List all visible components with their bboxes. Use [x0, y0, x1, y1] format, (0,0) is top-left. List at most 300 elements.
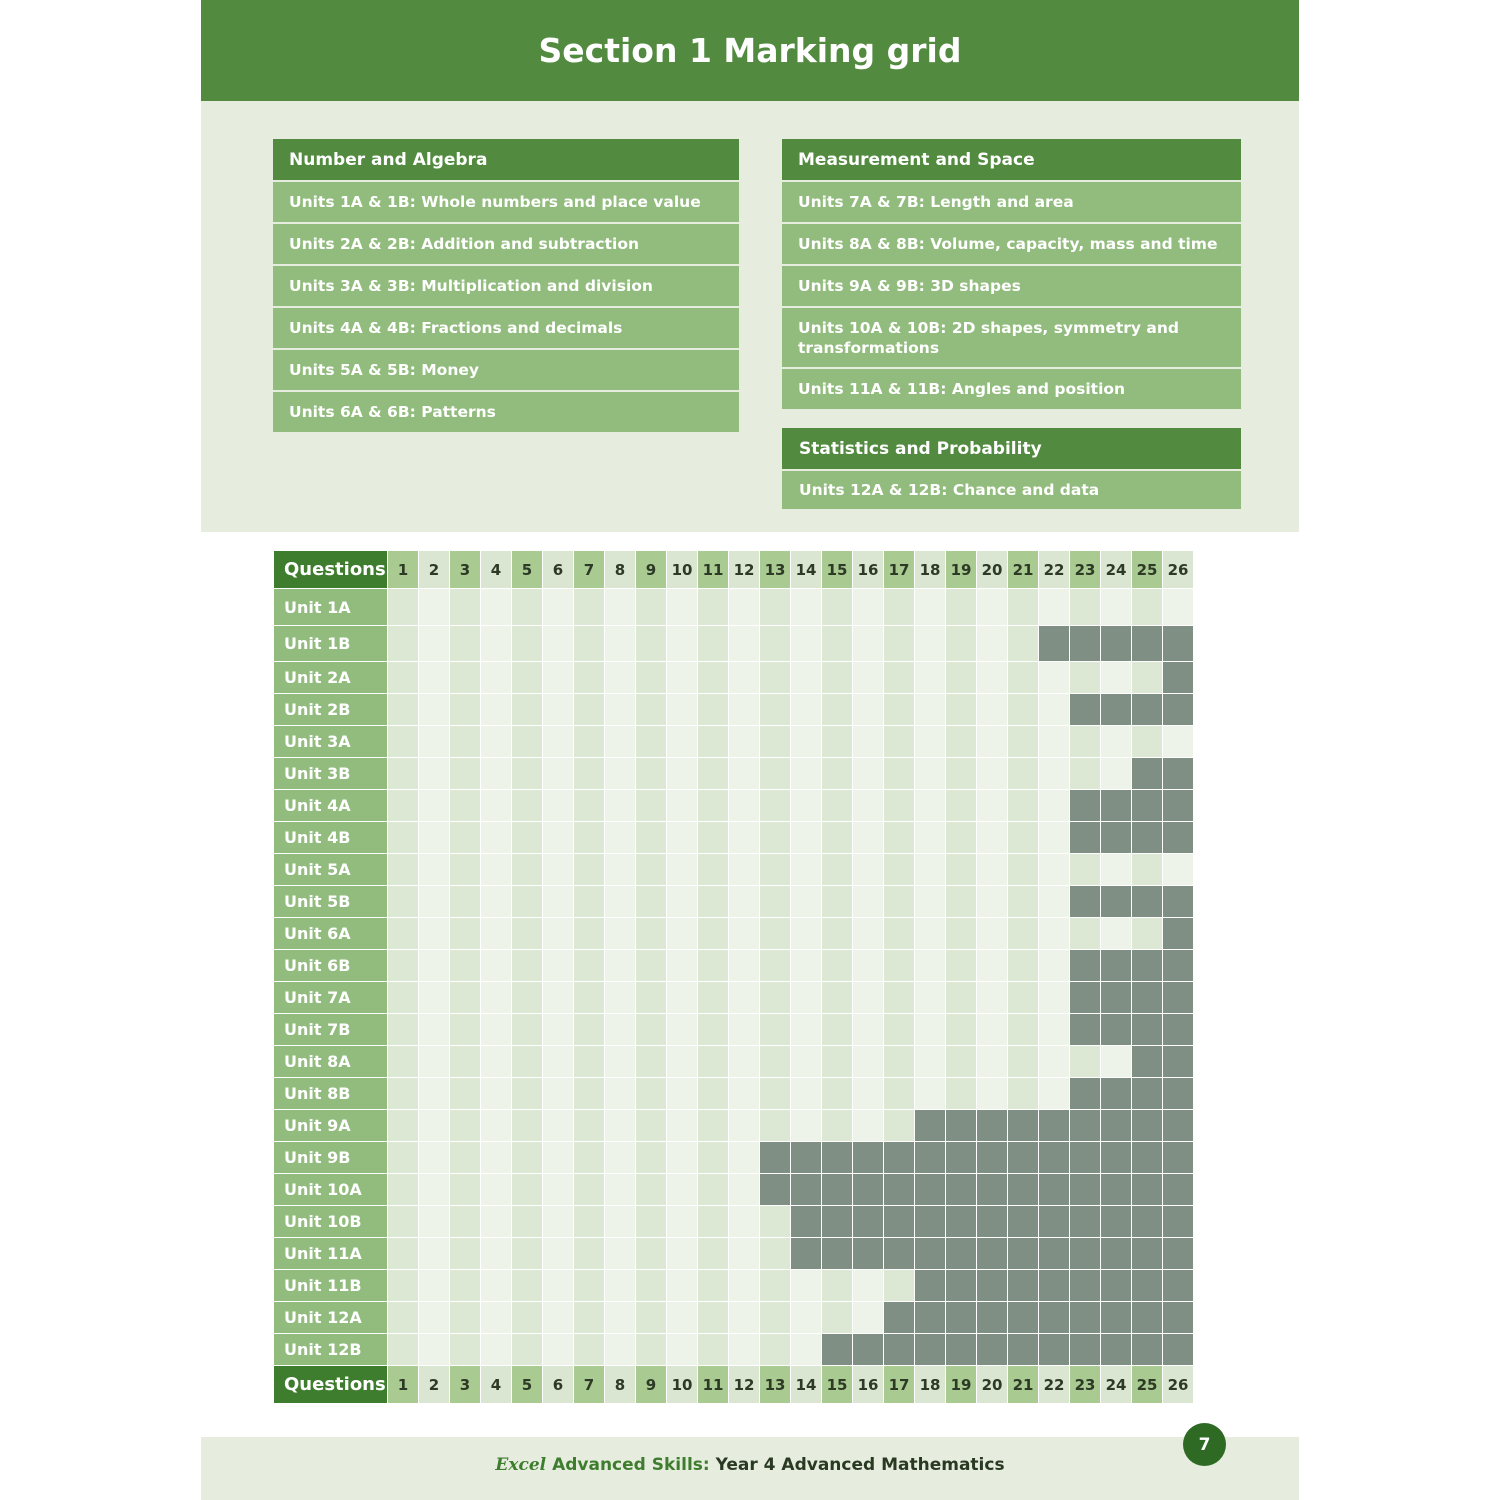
answer-cell[interactable] [388, 918, 419, 950]
answer-cell[interactable] [1163, 854, 1194, 886]
answer-cell[interactable] [636, 886, 667, 918]
answer-cell[interactable] [512, 1238, 543, 1270]
answer-cell[interactable] [481, 1014, 512, 1046]
answer-cell[interactable] [481, 982, 512, 1014]
answer-cell[interactable] [1070, 662, 1101, 694]
answer-cell[interactable] [667, 1110, 698, 1142]
answer-cell[interactable] [481, 662, 512, 694]
answer-cell[interactable] [915, 790, 946, 822]
answer-cell[interactable] [605, 589, 636, 626]
answer-cell[interactable] [853, 1014, 884, 1046]
answer-cell[interactable] [977, 790, 1008, 822]
answer-cell[interactable] [822, 950, 853, 982]
answer-cell[interactable] [698, 1110, 729, 1142]
answer-cell[interactable] [574, 1238, 605, 1270]
answer-cell[interactable] [388, 758, 419, 790]
answer-cell[interactable] [419, 1334, 450, 1366]
answer-cell[interactable] [915, 662, 946, 694]
answer-cell[interactable] [1132, 854, 1163, 886]
answer-cell[interactable] [481, 918, 512, 950]
answer-cell[interactable] [915, 1046, 946, 1078]
answer-cell[interactable] [667, 1046, 698, 1078]
answer-cell[interactable] [388, 1142, 419, 1174]
answer-cell[interactable] [388, 1014, 419, 1046]
answer-cell[interactable] [760, 726, 791, 758]
answer-cell[interactable] [1039, 1014, 1070, 1046]
answer-cell[interactable] [884, 1270, 915, 1302]
answer-cell[interactable] [698, 982, 729, 1014]
answer-cell[interactable] [574, 589, 605, 626]
answer-cell[interactable] [760, 1014, 791, 1046]
answer-cell[interactable] [698, 918, 729, 950]
answer-cell[interactable] [760, 950, 791, 982]
answer-cell[interactable] [791, 694, 822, 726]
answer-cell[interactable] [977, 726, 1008, 758]
answer-cell[interactable] [543, 1270, 574, 1302]
answer-cell[interactable] [1070, 726, 1101, 758]
answer-cell[interactable] [512, 589, 543, 626]
answer-cell[interactable] [419, 1270, 450, 1302]
answer-cell[interactable] [543, 1110, 574, 1142]
answer-cell[interactable] [605, 886, 636, 918]
answer-cell[interactable] [419, 1302, 450, 1334]
answer-cell[interactable] [543, 1334, 574, 1366]
answer-cell[interactable] [1039, 790, 1070, 822]
answer-cell[interactable] [574, 626, 605, 662]
answer-cell[interactable] [543, 822, 574, 854]
answer-cell[interactable] [605, 1078, 636, 1110]
answer-cell[interactable] [791, 1302, 822, 1334]
answer-cell[interactable] [512, 1014, 543, 1046]
answer-cell[interactable] [636, 1334, 667, 1366]
answer-cell[interactable] [388, 1206, 419, 1238]
answer-cell[interactable] [853, 758, 884, 790]
answer-cell[interactable] [729, 1078, 760, 1110]
answer-cell[interactable] [915, 1078, 946, 1110]
answer-cell[interactable] [450, 694, 481, 726]
answer-cell[interactable] [388, 822, 419, 854]
answer-cell[interactable] [574, 1334, 605, 1366]
answer-cell[interactable] [605, 1238, 636, 1270]
answer-cell[interactable] [791, 950, 822, 982]
answer-cell[interactable] [543, 1238, 574, 1270]
answer-cell[interactable] [574, 1046, 605, 1078]
answer-cell[interactable] [636, 1110, 667, 1142]
answer-cell[interactable] [915, 886, 946, 918]
answer-cell[interactable] [512, 1270, 543, 1302]
answer-cell[interactable] [543, 950, 574, 982]
answer-cell[interactable] [1039, 822, 1070, 854]
answer-cell[interactable] [822, 662, 853, 694]
answer-cell[interactable] [729, 886, 760, 918]
answer-cell[interactable] [791, 822, 822, 854]
answer-cell[interactable] [667, 662, 698, 694]
answer-cell[interactable] [760, 758, 791, 790]
answer-cell[interactable] [450, 854, 481, 886]
answer-cell[interactable] [419, 886, 450, 918]
answer-cell[interactable] [543, 790, 574, 822]
answer-cell[interactable] [574, 1206, 605, 1238]
answer-cell[interactable] [636, 982, 667, 1014]
answer-cell[interactable] [574, 886, 605, 918]
answer-cell[interactable] [822, 982, 853, 1014]
answer-cell[interactable] [791, 886, 822, 918]
answer-cell[interactable] [1008, 626, 1039, 662]
answer-cell[interactable] [884, 626, 915, 662]
answer-cell[interactable] [512, 854, 543, 886]
answer-cell[interactable] [853, 589, 884, 626]
answer-cell[interactable] [729, 1014, 760, 1046]
answer-cell[interactable] [512, 1334, 543, 1366]
answer-cell[interactable] [450, 1302, 481, 1334]
answer-cell[interactable] [481, 790, 512, 822]
answer-cell[interactable] [1070, 758, 1101, 790]
answer-cell[interactable] [1039, 1046, 1070, 1078]
answer-cell[interactable] [450, 1334, 481, 1366]
answer-cell[interactable] [760, 589, 791, 626]
answer-cell[interactable] [729, 1334, 760, 1366]
answer-cell[interactable] [1163, 589, 1194, 626]
answer-cell[interactable] [636, 662, 667, 694]
answer-cell[interactable] [791, 918, 822, 950]
answer-cell[interactable] [946, 950, 977, 982]
answer-cell[interactable] [946, 822, 977, 854]
answer-cell[interactable] [512, 950, 543, 982]
answer-cell[interactable] [977, 626, 1008, 662]
answer-cell[interactable] [574, 822, 605, 854]
answer-cell[interactable] [450, 918, 481, 950]
answer-cell[interactable] [760, 1270, 791, 1302]
answer-cell[interactable] [543, 854, 574, 886]
answer-cell[interactable] [543, 589, 574, 626]
answer-cell[interactable] [543, 1302, 574, 1334]
answer-cell[interactable] [1101, 589, 1132, 626]
answer-cell[interactable] [1101, 726, 1132, 758]
answer-cell[interactable] [946, 726, 977, 758]
answer-cell[interactable] [1039, 694, 1070, 726]
answer-cell[interactable] [512, 1206, 543, 1238]
answer-cell[interactable] [1008, 886, 1039, 918]
answer-cell[interactable] [915, 626, 946, 662]
answer-cell[interactable] [1008, 694, 1039, 726]
answer-cell[interactable] [574, 982, 605, 1014]
answer-cell[interactable] [946, 694, 977, 726]
answer-cell[interactable] [636, 1238, 667, 1270]
answer-cell[interactable] [450, 726, 481, 758]
answer-cell[interactable] [388, 626, 419, 662]
answer-cell[interactable] [1008, 918, 1039, 950]
answer-cell[interactable] [667, 1238, 698, 1270]
answer-cell[interactable] [450, 1110, 481, 1142]
answer-cell[interactable] [543, 1014, 574, 1046]
answer-cell[interactable] [636, 1046, 667, 1078]
answer-cell[interactable] [636, 1206, 667, 1238]
answer-cell[interactable] [512, 1110, 543, 1142]
answer-cell[interactable] [450, 589, 481, 626]
answer-cell[interactable] [698, 1238, 729, 1270]
answer-cell[interactable] [419, 822, 450, 854]
answer-cell[interactable] [450, 1238, 481, 1270]
answer-cell[interactable] [481, 950, 512, 982]
answer-cell[interactable] [574, 758, 605, 790]
answer-cell[interactable] [791, 1046, 822, 1078]
answer-cell[interactable] [481, 1238, 512, 1270]
answer-cell[interactable] [512, 1078, 543, 1110]
answer-cell[interactable] [419, 694, 450, 726]
answer-cell[interactable] [450, 1206, 481, 1238]
answer-cell[interactable] [574, 1014, 605, 1046]
answer-cell[interactable] [884, 790, 915, 822]
answer-cell[interactable] [512, 758, 543, 790]
answer-cell[interactable] [1008, 1078, 1039, 1110]
answer-cell[interactable] [1008, 662, 1039, 694]
answer-cell[interactable] [915, 726, 946, 758]
answer-cell[interactable] [605, 1046, 636, 1078]
answer-cell[interactable] [760, 1046, 791, 1078]
answer-cell[interactable] [605, 950, 636, 982]
answer-cell[interactable] [512, 982, 543, 1014]
answer-cell[interactable] [946, 982, 977, 1014]
answer-cell[interactable] [760, 854, 791, 886]
answer-cell[interactable] [822, 854, 853, 886]
answer-cell[interactable] [543, 918, 574, 950]
answer-cell[interactable] [1008, 1014, 1039, 1046]
answer-cell[interactable] [884, 1014, 915, 1046]
answer-cell[interactable] [543, 626, 574, 662]
answer-cell[interactable] [946, 626, 977, 662]
answer-cell[interactable] [388, 1238, 419, 1270]
answer-cell[interactable] [760, 662, 791, 694]
answer-cell[interactable] [512, 694, 543, 726]
answer-cell[interactable] [574, 726, 605, 758]
answer-cell[interactable] [977, 662, 1008, 694]
answer-cell[interactable] [729, 982, 760, 1014]
answer-cell[interactable] [543, 726, 574, 758]
answer-cell[interactable] [853, 694, 884, 726]
answer-cell[interactable] [605, 1302, 636, 1334]
answer-cell[interactable] [1101, 758, 1132, 790]
answer-cell[interactable] [1039, 726, 1070, 758]
answer-cell[interactable] [388, 1078, 419, 1110]
answer-cell[interactable] [760, 1302, 791, 1334]
answer-cell[interactable] [729, 1206, 760, 1238]
answer-cell[interactable] [667, 1270, 698, 1302]
answer-cell[interactable] [1008, 790, 1039, 822]
answer-cell[interactable] [884, 982, 915, 1014]
answer-cell[interactable] [729, 1046, 760, 1078]
answer-cell[interactable] [698, 1302, 729, 1334]
answer-cell[interactable] [450, 1014, 481, 1046]
answer-cell[interactable] [481, 726, 512, 758]
answer-cell[interactable] [915, 694, 946, 726]
answer-cell[interactable] [729, 1270, 760, 1302]
answer-cell[interactable] [698, 758, 729, 790]
answer-cell[interactable] [388, 726, 419, 758]
answer-cell[interactable] [698, 1174, 729, 1206]
answer-cell[interactable] [667, 982, 698, 1014]
answer-cell[interactable] [791, 626, 822, 662]
answer-cell[interactable] [822, 918, 853, 950]
answer-cell[interactable] [512, 790, 543, 822]
answer-cell[interactable] [481, 1142, 512, 1174]
answer-cell[interactable] [1070, 854, 1101, 886]
answer-cell[interactable] [419, 982, 450, 1014]
answer-cell[interactable] [791, 758, 822, 790]
answer-cell[interactable] [636, 1174, 667, 1206]
answer-cell[interactable] [698, 1078, 729, 1110]
answer-cell[interactable] [481, 1302, 512, 1334]
answer-cell[interactable] [388, 790, 419, 822]
answer-cell[interactable] [667, 854, 698, 886]
answer-cell[interactable] [481, 626, 512, 662]
answer-cell[interactable] [729, 662, 760, 694]
answer-cell[interactable] [512, 726, 543, 758]
answer-cell[interactable] [1101, 1046, 1132, 1078]
answer-cell[interactable] [512, 1046, 543, 1078]
answer-cell[interactable] [512, 1174, 543, 1206]
answer-cell[interactable] [698, 1046, 729, 1078]
answer-cell[interactable] [1008, 950, 1039, 982]
answer-cell[interactable] [667, 822, 698, 854]
answer-cell[interactable] [853, 982, 884, 1014]
answer-cell[interactable] [388, 1110, 419, 1142]
answer-cell[interactable] [512, 822, 543, 854]
answer-cell[interactable] [729, 589, 760, 626]
answer-cell[interactable] [853, 662, 884, 694]
answer-cell[interactable] [729, 918, 760, 950]
answer-cell[interactable] [853, 1302, 884, 1334]
answer-cell[interactable] [543, 1046, 574, 1078]
answer-cell[interactable] [822, 1270, 853, 1302]
answer-cell[interactable] [884, 726, 915, 758]
answer-cell[interactable] [884, 886, 915, 918]
answer-cell[interactable] [574, 1110, 605, 1142]
answer-cell[interactable] [729, 1142, 760, 1174]
answer-cell[interactable] [1070, 589, 1101, 626]
answer-cell[interactable] [729, 790, 760, 822]
answer-cell[interactable] [822, 1046, 853, 1078]
answer-cell[interactable] [636, 758, 667, 790]
answer-cell[interactable] [822, 589, 853, 626]
answer-cell[interactable] [512, 1302, 543, 1334]
answer-cell[interactable] [822, 626, 853, 662]
answer-cell[interactable] [698, 694, 729, 726]
answer-cell[interactable] [636, 950, 667, 982]
answer-cell[interactable] [791, 1270, 822, 1302]
answer-cell[interactable] [760, 790, 791, 822]
answer-cell[interactable] [667, 950, 698, 982]
answer-cell[interactable] [636, 694, 667, 726]
answer-cell[interactable] [791, 1078, 822, 1110]
answer-cell[interactable] [636, 589, 667, 626]
answer-cell[interactable] [419, 1078, 450, 1110]
answer-cell[interactable] [667, 589, 698, 626]
answer-cell[interactable] [729, 854, 760, 886]
answer-cell[interactable] [450, 822, 481, 854]
answer-cell[interactable] [698, 822, 729, 854]
answer-cell[interactable] [543, 886, 574, 918]
answer-cell[interactable] [481, 854, 512, 886]
answer-cell[interactable] [605, 694, 636, 726]
answer-cell[interactable] [388, 662, 419, 694]
answer-cell[interactable] [450, 758, 481, 790]
answer-cell[interactable] [729, 626, 760, 662]
answer-cell[interactable] [388, 950, 419, 982]
answer-cell[interactable] [791, 1334, 822, 1366]
answer-cell[interactable] [1039, 1078, 1070, 1110]
answer-cell[interactable] [574, 1302, 605, 1334]
answer-cell[interactable] [1039, 982, 1070, 1014]
answer-cell[interactable] [667, 1334, 698, 1366]
answer-cell[interactable] [605, 790, 636, 822]
answer-cell[interactable] [667, 790, 698, 822]
answer-cell[interactable] [946, 589, 977, 626]
answer-cell[interactable] [543, 1142, 574, 1174]
answer-cell[interactable] [605, 982, 636, 1014]
answer-cell[interactable] [853, 822, 884, 854]
answer-cell[interactable] [946, 1046, 977, 1078]
answer-cell[interactable] [946, 1014, 977, 1046]
answer-cell[interactable] [450, 886, 481, 918]
answer-cell[interactable] [636, 1078, 667, 1110]
answer-cell[interactable] [481, 1078, 512, 1110]
answer-cell[interactable] [636, 1142, 667, 1174]
answer-cell[interactable] [729, 726, 760, 758]
answer-cell[interactable] [915, 950, 946, 982]
answer-cell[interactable] [543, 662, 574, 694]
answer-cell[interactable] [946, 918, 977, 950]
answer-cell[interactable] [946, 790, 977, 822]
answer-cell[interactable] [946, 1078, 977, 1110]
answer-cell[interactable] [760, 1238, 791, 1270]
answer-cell[interactable] [822, 790, 853, 822]
answer-cell[interactable] [1008, 1046, 1039, 1078]
answer-cell[interactable] [450, 1174, 481, 1206]
answer-cell[interactable] [1008, 589, 1039, 626]
answer-cell[interactable] [667, 918, 698, 950]
answer-cell[interactable] [977, 982, 1008, 1014]
answer-cell[interactable] [636, 790, 667, 822]
answer-cell[interactable] [915, 854, 946, 886]
answer-cell[interactable] [822, 886, 853, 918]
answer-cell[interactable] [946, 886, 977, 918]
answer-cell[interactable] [574, 1142, 605, 1174]
answer-cell[interactable] [977, 589, 1008, 626]
answer-cell[interactable] [605, 1206, 636, 1238]
answer-cell[interactable] [388, 854, 419, 886]
answer-cell[interactable] [729, 822, 760, 854]
answer-cell[interactable] [853, 726, 884, 758]
answer-cell[interactable] [605, 1174, 636, 1206]
answer-cell[interactable] [729, 950, 760, 982]
answer-cell[interactable] [1070, 1046, 1101, 1078]
answer-cell[interactable] [977, 1014, 1008, 1046]
answer-cell[interactable] [760, 982, 791, 1014]
answer-cell[interactable] [977, 822, 1008, 854]
answer-cell[interactable] [481, 1270, 512, 1302]
answer-cell[interactable] [791, 790, 822, 822]
answer-cell[interactable] [977, 694, 1008, 726]
answer-cell[interactable] [760, 1206, 791, 1238]
answer-cell[interactable] [1008, 822, 1039, 854]
answer-cell[interactable] [667, 1078, 698, 1110]
answer-cell[interactable] [636, 726, 667, 758]
answer-cell[interactable] [450, 982, 481, 1014]
answer-cell[interactable] [729, 694, 760, 726]
answer-cell[interactable] [450, 1142, 481, 1174]
answer-cell[interactable] [698, 626, 729, 662]
answer-cell[interactable] [450, 1078, 481, 1110]
